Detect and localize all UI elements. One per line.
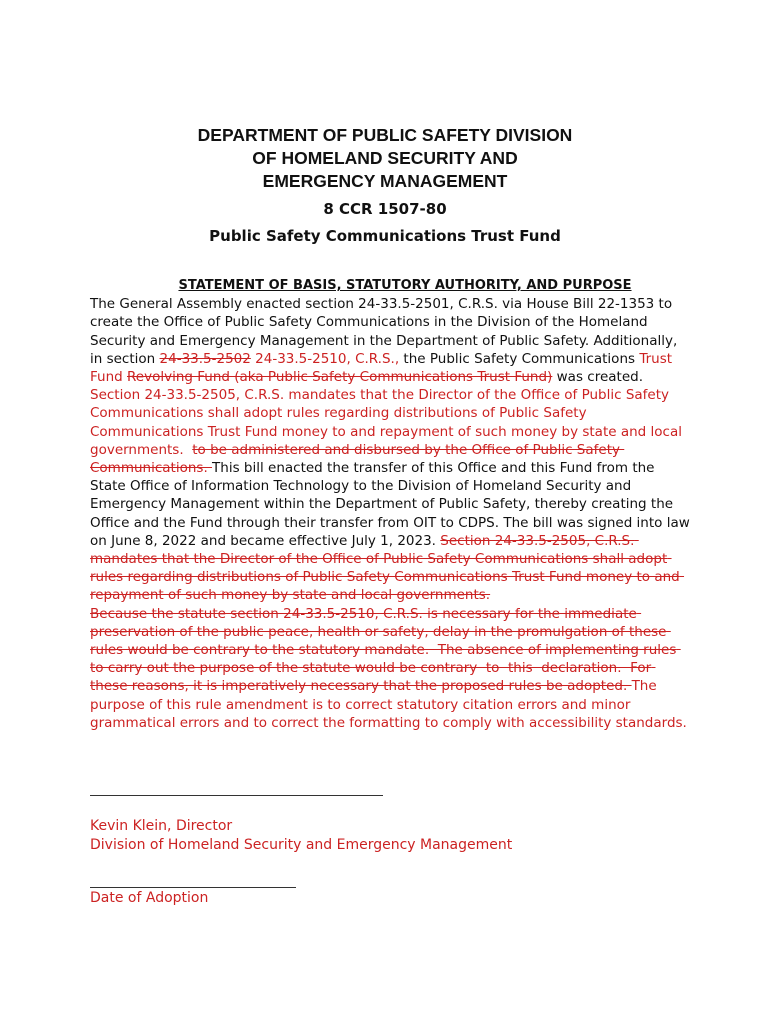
body-text: The General Assembly enacted section 24-33.5-2501, C.R.S. via House Bill 22-1353 to create the Office of Public Safety Communications in the Division of the Homeland Security and Emergency Management in the Department of Public Safety. Additionally, in section — [90, 296, 682, 367]
document-header — [0, 124, 770, 247]
deleted-text: 24-33.5-2502 — [159, 350, 251, 367]
deleted-text: Because the statute section 24-33.5-2510, C.R.S. is necessary for the immediate preservation of the public peace, health or safety, delay in the promulgation of these rules would be contrary to the statutory mandate. The absence of implementing rules to carry out the purpose of the statute would be contrary to this declaration. For these reasons, it is imperatively necessary that the proposed rules be adopted. — [90, 605, 681, 695]
department-title-line-2: OF HOMELAND SECURITY AND — [252, 148, 518, 168]
ccr-number: 8 CCR 1507-80 — [323, 200, 447, 218]
department-title-line-1: DEPARTMENT OF PUBLIC SAFETY DIVISION — [197, 125, 573, 145]
date-of-adoption-label: Date of Adoption — [90, 890, 209, 906]
date-signature-line — [90, 887, 296, 888]
body-text: was created. — [552, 369, 648, 386]
body-text: This bill enacted the transfer of this Office and this Fund from the State Office of Information Technology to the Division of Homeland Security and Emergency Management within the Department of Public Safety, thereby creating the Office and the Fund through their transfer from OIT to CDPS. The bill was signed into law on June 8, 2022 and became effective July 1, 2023. — [90, 460, 695, 549]
deleted-text: to be administered and disbursed by the Office of Public Safety Communications. — [90, 441, 625, 477]
director-name-title: Kevin Klein, Director — [90, 818, 233, 834]
statement-section — [90, 277, 695, 732]
division-name: Division of Homeland Security and Emergency Management — [90, 837, 513, 853]
inserted-text: Section 24-33.5-2505, C.R.S. mandates that the Director of the Office of Public Safety Communications shall adopt rules regarding distributions of Public Safety Communications Trust Fund money to and repayment of such money by state and local governments. — [90, 387, 687, 458]
body-text: the Public Safety Communications — [399, 350, 640, 367]
director-signature-line — [90, 795, 383, 796]
statement-paragraph — [90, 295, 695, 732]
rule-subtitle: Public Safety Communications Trust Fund — [209, 227, 561, 245]
inserted-text: 24-33.5-2510, C.R.S., — [250, 350, 400, 367]
department-title-line-3: EMERGENCY MANAGEMENT — [262, 171, 508, 191]
inserted-text: Trust Fund — [90, 350, 677, 386]
statement-heading: STATEMENT OF BASIS, STATUTORY AUTHORITY, AND PURPOSE — [178, 278, 632, 293]
inserted-text: The purpose of this rule amendment is to correct statutory citation errors and minor grammatical errors and to correct the formatting to comply with accessibility standards. — [90, 678, 687, 731]
deleted-text: Section 24-33.5-2505, C.R.S. mandates that the Director of the Office of Public Safety Communications shall adopt rules regarding distributions of Public Safety Communications Trust Fund money to and repayment of such money by state and local governments. — [90, 532, 685, 604]
deleted-text: Revolving Fund (aka Public Safety Communications Trust Fund) — [127, 369, 553, 386]
